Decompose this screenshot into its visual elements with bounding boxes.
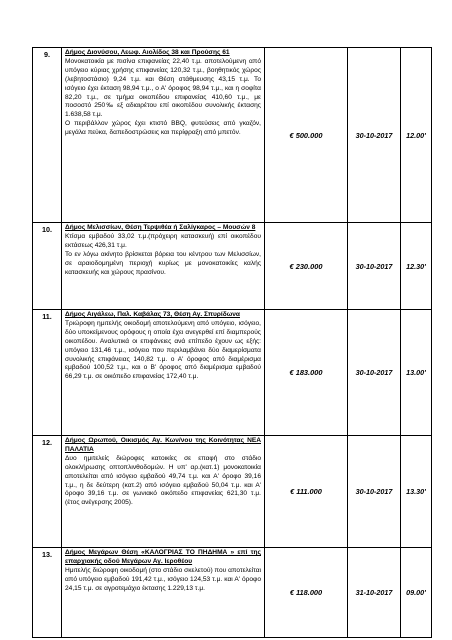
property-description	[62, 223, 265, 310]
description-paragraph: Μονοκατοικία με πισίνα επιφανείας 22,40 τ.μ. αποτελούμενη από υπόγειο κύριας χρήσης επιφανείας 120,32 τ.μ., βοηθητικός χώρος (λεβητοστάσιο) 9,24 τ.μ. και Θέση στάθμευσης 43,15 τ.μ. Το ισόγειο έχει έκταση 98,94 τ.μ., ο Α' όροφος 98,94 τ.μ., και η σοφίτα 82,20 τ.μ., σε τμήμα οικοπέδου επιφανείας 410,60 τ.μ., με ποσοστό 250‰ εξ αδιαιρέτου επί οικοπέδου συνολικής έκτασης 1.638,58 τ.μ.	[65, 57, 261, 119]
table-row	[33, 48, 432, 223]
property-description	[62, 48, 265, 223]
auction-date: 30-10-2017	[348, 436, 401, 548]
starting-price: € 230.000	[265, 223, 348, 310]
table-row	[33, 548, 432, 638]
table-row	[33, 223, 432, 310]
auction-time: 13.00'	[401, 310, 432, 436]
description-paragraph: Τριώροφη ημιτελής οικοδομή αποτελούμενη από υπόγειο, ισόγειο, δύο υποκείμενους ορόφους η οποία έχει ανεγερθεί επί διαμπερούς οικοπέδου. Αναλυτικά οι επιφάνειες ανά επίπεδο έχουν ως εξής: υπόγειο 131,46 τ.μ., ισόγειο που περιλαμβάνει δύο διαμερίσματα συνολικής επιφάνειας 140,82 τ.μ. ο Α' όροφος από διαμέρισμα εμβαδού 100,52 τ.μ., και ο Β' όροφος από διαμέρισμα εμβαδού 66,29 τ.μ. σε οικόπεδο επιφανείας 172,40 τ.μ.	[65, 319, 261, 381]
property-location: Δήμος Αιγάλεω, Παλ. Καβάλας 73, Θέση Αγ. Σπυρίδωνα	[65, 311, 240, 318]
row-number: 10.	[33, 223, 62, 310]
table-row	[33, 436, 432, 548]
property-description	[62, 310, 265, 436]
description-paragraph: Κτίσμα εμβαδού 33,02 τ.μ.(πρόχειρη κατασκευή) επί οικοπέδου εκτάσεως 426,31 τ.μ.	[65, 232, 261, 249]
auction-date: 31-10-2017	[348, 548, 401, 638]
auction-time: 13.30'	[401, 436, 432, 548]
auction-listings-table	[32, 47, 432, 638]
property-description	[62, 436, 265, 548]
auction-date: 30-10-2017	[348, 223, 401, 310]
starting-price: € 183.000	[265, 310, 348, 436]
description-paragraph: Ημιτελής διώροφη οικοδομή (στο στάδιο σκελετού) που αποτελείται από υπόγειο εμβαδού 191,42 τ.μ., ισόγειο 124,53 τ.μ. και Α' όροφο 24,15 τ.μ. σε αγροτεμάχιο έκτασης 1.229,13 τ.μ.	[65, 566, 261, 592]
row-number: 11.	[33, 310, 62, 436]
row-number: 13.	[33, 548, 62, 638]
auction-date: 30-10-2017	[348, 310, 401, 436]
auction-time: 12.30'	[401, 223, 432, 310]
table-row	[33, 310, 432, 436]
row-number: 12.	[33, 436, 62, 548]
starting-price: € 111.000	[265, 436, 348, 548]
property-location: Δήμος Διονύσου, Λεωφ. Αιολίδος 38 και Προύσης 61	[65, 49, 230, 56]
property-description	[62, 548, 265, 638]
auction-time: 09.00'	[401, 548, 432, 638]
starting-price: € 118.000	[265, 548, 348, 638]
starting-price: € 500.000	[265, 48, 348, 223]
property-location: Δήμος Μελισσίων, Θέση Τερψιθέα ή Σαλίγκαρος – Μουσών 8	[65, 224, 256, 231]
auction-time: 12.00'	[401, 48, 432, 223]
description-paragraph: Ο περιβάλλον χώρος έχει κτιστό BBQ, φυτεύσεις από γκαζόν, μεγάλα πεύκα, δαπεδοστρώσεις και περίφραξη από μπετόν.	[65, 120, 261, 137]
description-paragraph: Το εν λόγω ακίνητο βρίσκεται βόρεια του κέντρου των Μελισσίων, σε αραιοδομημένη περιοχή κυρίως με μονοκατοικίες καλής κατασκευής και χώρους πρασίνου.	[65, 250, 261, 276]
row-number: 9.	[33, 48, 62, 223]
property-location: Δήμος Μεγάρων Θέση «ΚΑΛΟΓΡΙΑΣ ΤΟ ΠΗΔΗΜΑ » επί της επαρχιακής οδού Μεγάρων Αγ. Ιεροθέου	[65, 549, 261, 565]
property-location: Δήμος Ωρωπού, Οικισμός Αγ. Κων/νου της Κοινότητας ΝΕΑ ΠΑΛΑΤΙΑ	[65, 437, 261, 453]
auction-date: 30-10-2017	[348, 48, 401, 223]
description-paragraph: Δυο ημιτελείς διώροφες κατοικίες σε επαφή στο στάδιο ολοκλήρωσης οπτοπλινθοδομών. Η υπ' αρ.(κατ.1) μονοκατοικία αποτελείται από ισόγειο εμβαδού 49,74 τ.μ. και Α' όροφο 39,16 τ.μ., η δε δεύτερη (κατ.2) από ισόγειο εμβαδού 50,04 τ.μ. και Α' όροφο 39,16 τ.μ. σε γωνιακό οικόπεδο επιφανείας 621,30 τ.μ. (έτος ανέγερσης 2005).	[65, 454, 261, 507]
